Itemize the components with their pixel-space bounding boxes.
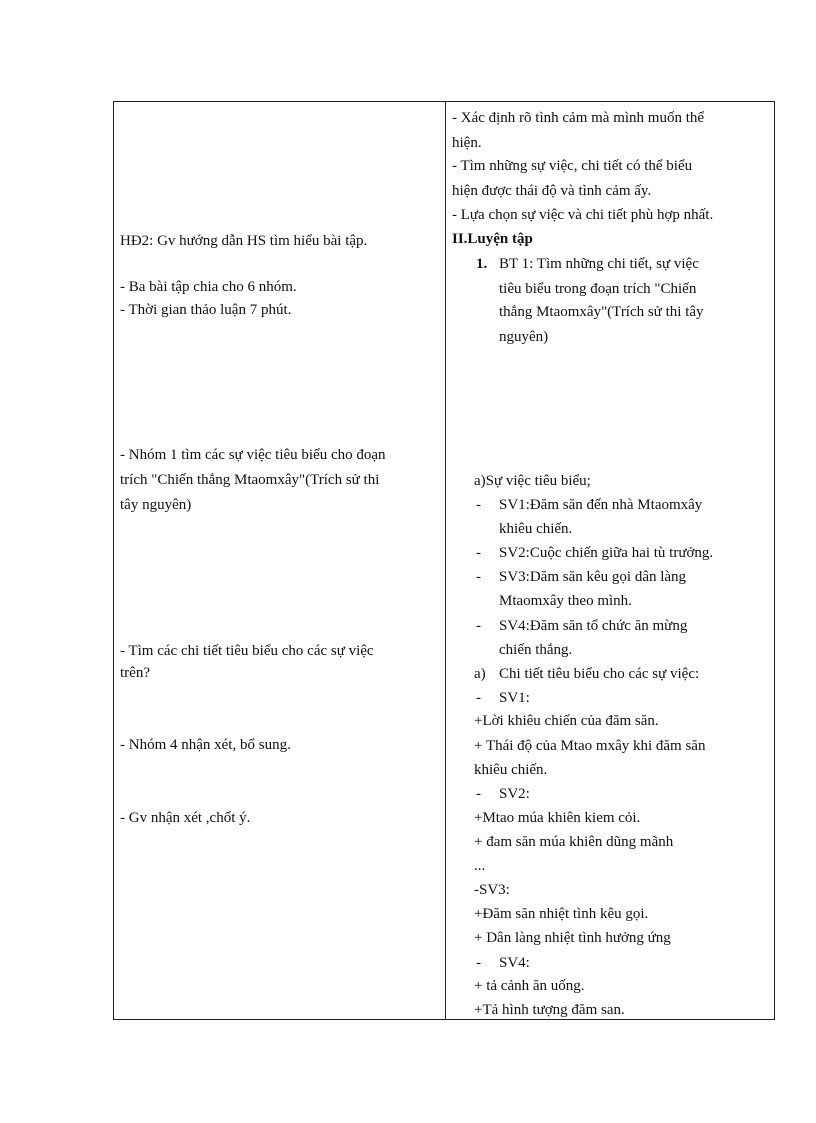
detail-line: +Tả hình tượng đăm san.	[474, 1002, 625, 1018]
intro-line: - Xác định rõ tình cảm mà mình muốn thể	[452, 110, 705, 126]
list-dash: -	[476, 497, 481, 513]
detail-line: +Mtao múa khiên kiem cỏi.	[474, 810, 641, 826]
list-dash: -	[476, 786, 481, 802]
event-line: SV2:Cuộc chiến giữa hai tù trưởng.	[499, 545, 714, 561]
list-dash: -	[476, 618, 481, 634]
detail-label: SV1:	[499, 690, 530, 706]
intro-line: hiện.	[452, 135, 482, 151]
events-heading: a)Sự việc tiêu biểu;	[474, 473, 591, 489]
list-dash: -	[476, 545, 481, 561]
activity-heading: HĐ2: Gv hướng dẫn HS tìm hiểu bài tập.	[120, 233, 368, 249]
event-line: SV1:Đăm săn đến nhà Mtaomxây	[499, 497, 703, 513]
event-line: khiêu chiến.	[499, 521, 573, 537]
detail-ellipsis: ...	[474, 858, 486, 874]
details-number: a)	[474, 666, 486, 682]
detail-line: +Lời khiêu chiến của đăm săn.	[474, 713, 659, 729]
detail-line: + Thái độ của Mtao mxây khi đăm săn	[474, 738, 706, 754]
task1-line: trích "Chiến thắng Mtaomxây"(Trích sử thi	[120, 472, 380, 488]
task1-line: - Nhóm 1 tìm các sự việc tiêu biểu cho đoạn	[120, 447, 386, 463]
detail-line: khiêu chiến.	[474, 762, 548, 778]
detail-line: + đam săn múa khiên dũng mãnh	[474, 834, 674, 850]
comment-note: - Nhóm 4 nhận xét, bổ sung.	[120, 737, 291, 753]
intro-line: hiện được thái độ và tình cảm ấy.	[452, 183, 652, 199]
event-line: Mtaomxây theo mình.	[499, 593, 632, 609]
detail-label: -SV3:	[474, 882, 510, 898]
detail-line: + Dân làng nhiệt tình hưởng ứng	[474, 930, 671, 946]
section-title: II.Luyện tập	[452, 231, 533, 247]
exercise-number: 1.	[476, 256, 488, 272]
intro-line: - Tìm những sự việc, chi tiết có thể biểu	[452, 158, 693, 174]
detail-label: SV2:	[499, 786, 530, 802]
task1-line: tây nguyên)	[120, 497, 192, 513]
time-note: - Thời gian thảo luận 7 phút.	[120, 302, 292, 318]
event-line: chiến thắng.	[499, 642, 573, 658]
detail-line: +Đăm săn nhiệt tình kêu gọi.	[474, 906, 649, 922]
lesson-table	[113, 101, 775, 1020]
exercise-line: nguyên)	[499, 329, 549, 345]
event-line: SV4:Đăm săn tổ chức ăn mừng	[499, 618, 688, 634]
conclusion-note: - Gv nhận xét ,chốt ý.	[120, 810, 251, 826]
column-divider	[445, 102, 446, 1019]
groups-note: - Ba bài tập chia cho 6 nhóm.	[120, 279, 297, 295]
intro-line: - Lựa chọn sự việc và chi tiết phù hợp nhất.	[452, 207, 714, 223]
exercise-line: tiêu biểu trong đoạn trích "Chiến	[499, 281, 697, 297]
exercise-line: thắng Mtaomxây"(Trích sử thi tây	[499, 304, 704, 320]
list-dash: -	[476, 690, 481, 706]
detail-label: SV4:	[499, 955, 530, 971]
event-line: SV3:Dăm săn kêu gọi dân làng	[499, 569, 687, 585]
task2-line: trên?	[120, 665, 150, 681]
list-dash: -	[476, 569, 481, 585]
list-dash: -	[476, 955, 481, 971]
task2-line: - Tìm các chi tiết tiêu biểu cho các sự việc	[120, 643, 374, 659]
details-heading: Chi tiết tiêu biểu cho các sự việc:	[499, 666, 700, 682]
detail-line: + tả cảnh ăn uống.	[474, 978, 585, 994]
exercise-line: BT 1: Tìm những chi tiết, sự việc	[499, 256, 699, 272]
